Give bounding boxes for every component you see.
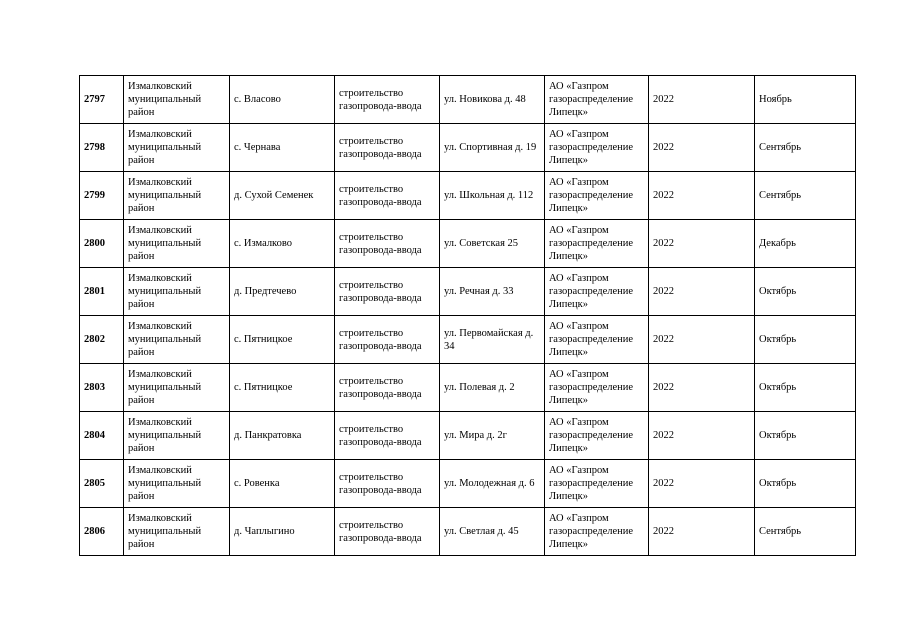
work-type-cell: строительство газопровода-ввода bbox=[335, 124, 440, 172]
table-row bbox=[80, 364, 856, 412]
address-cell: ул. Новикова д. 48 bbox=[440, 76, 545, 124]
organization-cell: АО «Газпром газораспределение Липецк» bbox=[545, 364, 649, 412]
address-cell: ул. Мира д. 2г bbox=[440, 412, 545, 460]
organization-cell: АО «Газпром газораспределение Липецк» bbox=[545, 460, 649, 508]
work-type-cell: строительство газопровода-ввода bbox=[335, 412, 440, 460]
table-row bbox=[80, 508, 856, 556]
district-cell: Измалковский муниципальный район bbox=[124, 460, 230, 508]
month-cell: Октябрь bbox=[755, 268, 856, 316]
organization-cell: АО «Газпром газораспределение Липецк» bbox=[545, 508, 649, 556]
year-cell: 2022 bbox=[649, 316, 755, 364]
district-cell: Измалковский муниципальный район bbox=[124, 508, 230, 556]
table-row bbox=[80, 268, 856, 316]
address-cell: ул. Полевая д. 2 bbox=[440, 364, 545, 412]
record-number: 2805 bbox=[80, 460, 124, 508]
gas-pipeline-table bbox=[79, 75, 856, 556]
year-cell: 2022 bbox=[649, 124, 755, 172]
record-number: 2804 bbox=[80, 412, 124, 460]
work-type-cell: строительство газопровода-ввода bbox=[335, 316, 440, 364]
organization-cell: АО «Газпром газораспределение Липецк» bbox=[545, 316, 649, 364]
record-number: 2800 bbox=[80, 220, 124, 268]
organization-cell: АО «Газпром газораспределение Липецк» bbox=[545, 220, 649, 268]
address-cell: ул. Молодежная д. 6 bbox=[440, 460, 545, 508]
record-number: 2799 bbox=[80, 172, 124, 220]
work-type-cell: строительство газопровода-ввода bbox=[335, 220, 440, 268]
table-row bbox=[80, 316, 856, 364]
organization-cell: АО «Газпром газораспределение Липецк» bbox=[545, 124, 649, 172]
settlement-cell: д. Сухой Семенек bbox=[230, 172, 335, 220]
district-cell: Измалковский муниципальный район bbox=[124, 316, 230, 364]
year-cell: 2022 bbox=[649, 364, 755, 412]
record-number: 2802 bbox=[80, 316, 124, 364]
district-cell: Измалковский муниципальный район bbox=[124, 220, 230, 268]
settlement-cell: с. Ровенка bbox=[230, 460, 335, 508]
table-row bbox=[80, 460, 856, 508]
table-row bbox=[80, 76, 856, 124]
district-cell: Измалковский муниципальный район bbox=[124, 412, 230, 460]
month-cell: Сентябрь bbox=[755, 172, 856, 220]
year-cell: 2022 bbox=[649, 412, 755, 460]
settlement-cell: с. Пятницкое bbox=[230, 316, 335, 364]
year-cell: 2022 bbox=[649, 508, 755, 556]
district-cell: Измалковский муниципальный район bbox=[124, 76, 230, 124]
work-type-cell: строительство газопровода-ввода bbox=[335, 268, 440, 316]
work-type-cell: строительство газопровода-ввода bbox=[335, 172, 440, 220]
year-cell: 2022 bbox=[649, 268, 755, 316]
address-cell: ул. Первомайская д. 34 bbox=[440, 316, 545, 364]
district-cell: Измалковский муниципальный район bbox=[124, 364, 230, 412]
organization-cell: АО «Газпром газораспределение Липецк» bbox=[545, 76, 649, 124]
month-cell: Октябрь bbox=[755, 364, 856, 412]
table-row bbox=[80, 220, 856, 268]
settlement-cell: с. Измалково bbox=[230, 220, 335, 268]
settlement-cell: с. Чернава bbox=[230, 124, 335, 172]
table-row bbox=[80, 124, 856, 172]
address-cell: ул. Школьная д. 112 bbox=[440, 172, 545, 220]
district-cell: Измалковский муниципальный район bbox=[124, 172, 230, 220]
record-number: 2801 bbox=[80, 268, 124, 316]
organization-cell: АО «Газпром газораспределение Липецк» bbox=[545, 412, 649, 460]
settlement-cell: с. Власово bbox=[230, 76, 335, 124]
settlement-cell: с. Пятницкое bbox=[230, 364, 335, 412]
table-row bbox=[80, 412, 856, 460]
month-cell: Октябрь bbox=[755, 460, 856, 508]
month-cell: Ноябрь bbox=[755, 76, 856, 124]
work-type-cell: строительство газопровода-ввода bbox=[335, 460, 440, 508]
month-cell: Сентябрь bbox=[755, 508, 856, 556]
work-type-cell: строительство газопровода-ввода bbox=[335, 76, 440, 124]
settlement-cell: д. Панкратовка bbox=[230, 412, 335, 460]
table-body bbox=[80, 76, 856, 556]
address-cell: ул. Советская 25 bbox=[440, 220, 545, 268]
work-type-cell: строительство газопровода-ввода bbox=[335, 364, 440, 412]
month-cell: Сентябрь bbox=[755, 124, 856, 172]
year-cell: 2022 bbox=[649, 172, 755, 220]
organization-cell: АО «Газпром газораспределение Липецк» bbox=[545, 268, 649, 316]
address-cell: ул. Речная д. 33 bbox=[440, 268, 545, 316]
address-cell: ул. Светлая д. 45 bbox=[440, 508, 545, 556]
organization-cell: АО «Газпром газораспределение Липецк» bbox=[545, 172, 649, 220]
month-cell: Октябрь bbox=[755, 412, 856, 460]
table-row bbox=[80, 172, 856, 220]
year-cell: 2022 bbox=[649, 460, 755, 508]
record-number: 2797 bbox=[80, 76, 124, 124]
settlement-cell: д. Предтечево bbox=[230, 268, 335, 316]
district-cell: Измалковский муниципальный район bbox=[124, 268, 230, 316]
address-cell: ул. Спортивная д. 19 bbox=[440, 124, 545, 172]
year-cell: 2022 bbox=[649, 76, 755, 124]
month-cell: Декабрь bbox=[755, 220, 856, 268]
record-number: 2798 bbox=[80, 124, 124, 172]
settlement-cell: д. Чаплыгино bbox=[230, 508, 335, 556]
record-number: 2803 bbox=[80, 364, 124, 412]
month-cell: Октябрь bbox=[755, 316, 856, 364]
record-number: 2806 bbox=[80, 508, 124, 556]
district-cell: Измалковский муниципальный район bbox=[124, 124, 230, 172]
work-type-cell: строительство газопровода-ввода bbox=[335, 508, 440, 556]
year-cell: 2022 bbox=[649, 220, 755, 268]
